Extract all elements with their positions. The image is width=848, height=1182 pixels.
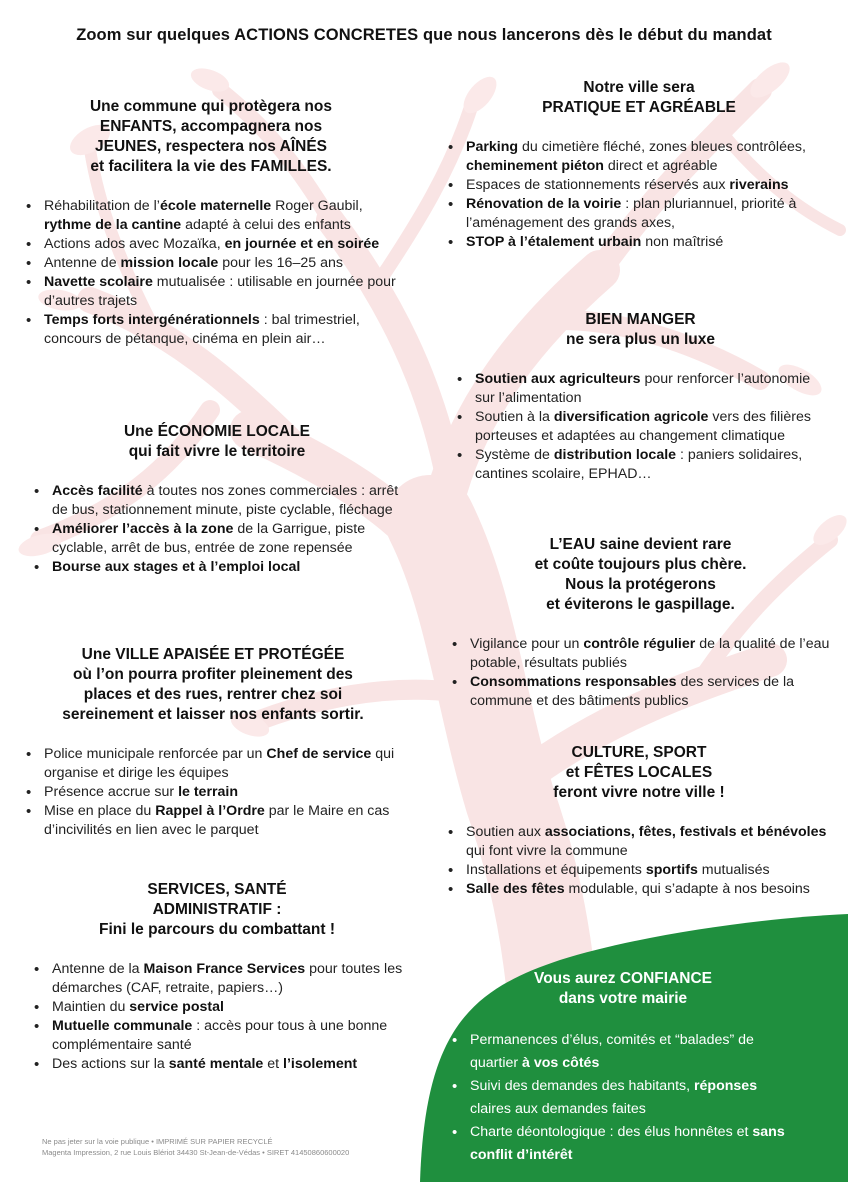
footer-line-2: Magenta Impression, 2 rue Louis Blériot 34430 St-Jean-de-Védas • SIRET 41450860600020 [42,1148,350,1157]
section-title-line: où l’on pourra profiter pleinement des [73,666,353,683]
item-list [448,635,833,711]
section-confiance [448,969,798,1167]
list-item [444,880,834,899]
bold-text: cheminement piéton [466,158,604,174]
bold-text: Soutien aux agriculteurs [475,371,641,387]
section-title-line: CULTURE, SPORT [571,744,707,761]
text: Roger Gaubil, [271,198,363,214]
list-item [444,233,834,252]
section-title-line: dans votre mairie [558,990,688,1007]
text: Espaces de stationnements réservés aux [466,177,730,193]
bold-text: sans conflit d’intérêt [470,1124,785,1163]
list-item [30,960,404,998]
text: du cimetière fléché, zones bleues contrôlées, [518,139,806,155]
list-item [444,823,834,861]
footer-legal [42,1136,349,1158]
text: Antenne de [44,255,121,271]
section-title-line: et éviterons le gaspillage. [546,596,735,613]
section-title-line: Notre ville sera [583,79,695,96]
bold-text: mission locale [120,255,219,271]
bold-text: riverains [729,177,789,193]
list-item [22,197,400,235]
section-pratique [444,78,834,252]
list-item [22,783,404,802]
text: Présence accrue sur [44,784,179,800]
text: pour toutes les démarches (CAF, retraite, papiers…) [52,961,403,996]
bold-text: l’isolement [283,1056,358,1072]
page-title: Zoom sur quelques ACTIONS CONCRETES que nous lancerons dès le début du mandat [76,26,772,44]
list-item [30,482,404,520]
list-item [448,635,833,673]
section-title-line: ADMINISTRATIF : [152,901,282,918]
bold-text: sportifs [645,862,698,878]
list-item [453,408,828,446]
item-list [453,370,828,484]
text: Système de [475,447,554,463]
section-title-line: BIEN MANGER [585,311,696,328]
text: de la qualité de l’eau potable, résultats publiés [470,636,830,671]
section-economie [30,422,404,577]
list-item [30,1055,404,1074]
bold-text: associations, fêtes, festivals et bénévoles [544,824,827,840]
list-item [448,1121,798,1167]
bold-text: STOP à l’étalement urbain [466,234,642,250]
section-title-line: Une ÉCONOMIE LOCALE [123,423,310,440]
text: Actions ados avec Mozaïka, [44,236,225,252]
section-culture [444,743,834,899]
item-list [444,823,834,899]
text: : plan pluriannuel, priorité à l’aménagement des grands axes, [466,196,797,231]
bold-text: distribution locale [553,447,677,463]
list-item [22,802,404,840]
item-list [448,1029,798,1167]
item-list [22,745,404,840]
section-title [30,422,404,462]
text: qui organise et dirige les équipes [44,746,395,781]
item-list [444,138,834,252]
section-title-line: Vous aurez CONFIANCE [534,970,712,987]
section-title-line: JEUNES, respectera nos AÎNÉS [94,138,327,155]
bold-text: réponses [694,1078,758,1094]
text: : paniers solidaires, cantines scolaire, EPHAD… [475,447,803,482]
bold-text: école maternelle [159,198,272,214]
section-familles [22,97,400,349]
text: Mise en place du [44,803,156,819]
section-title-line: et facilitera la vie des FAMILLES. [90,158,332,175]
list-item [444,861,834,880]
section-title-line: PRATIQUE ET AGRÉABLE [542,99,736,116]
list-item [30,1017,404,1055]
section-title [448,969,798,1009]
bold-text: diversification agricole [553,409,709,425]
bold-text: Rappel à l’Ordre [155,803,265,819]
text: et [263,1056,284,1072]
bold-text: en journée et en soirée [224,236,380,252]
section-title-line: Une commune qui protègera nos [89,98,332,115]
text: modulable, qui s’adapte à nos besoins [564,881,810,897]
item-list [22,197,400,349]
text: Permanences d’élus, comités et “balades” de quartier [470,1032,754,1071]
list-item [448,673,833,711]
section-title-line: ne sera plus un luxe [565,331,716,348]
section-title-line: Une VILLE APAISÉE ET PROTÉGÉE [81,646,345,663]
section-title-line: qui fait vivre le territoire [128,443,306,460]
section-title [444,78,834,118]
list-item [453,370,828,408]
text: adapté à celui des enfants [181,217,351,233]
bold-text: Mutuelle communale [52,1018,193,1034]
text: pour les 16–25 ans [218,255,343,271]
bold-text: Maison France Services [143,961,306,977]
text: Des actions sur la [52,1056,169,1072]
text: claires aux demandes faites [470,1101,646,1117]
section-services [30,880,404,1074]
list-item [22,273,400,311]
list-item [30,998,404,1017]
text: Soutien aux [466,824,545,840]
list-item [448,1075,798,1121]
section-manger [453,310,828,484]
section-title [22,97,400,177]
text: Charte déontologique : des élus honnêtes et [470,1124,753,1140]
bold-text: Améliorer l’accès à la zone [52,521,234,537]
bold-text: Salle des fêtes [466,881,565,897]
section-title-line: et coûte toujours plus chère. [534,556,747,573]
section-eau [448,535,833,711]
list-item [444,176,834,195]
text: Soutien à la [475,409,554,425]
text: qui font vivre la commune [466,843,628,859]
list-item [22,311,400,349]
item-list [30,482,404,577]
section-title-line: Nous la protégerons [565,576,716,593]
item-list [30,960,404,1074]
list-item [22,254,400,273]
section-title-line: sereinement et laisser nos enfants sortir. [62,706,364,723]
section-title [448,535,833,615]
bold-text: Rénovation de la voirie [466,196,622,212]
bold-text: Navette scolaire [44,274,153,290]
text: : bal trimestriel, concours de pétanque, cinéma en plein air… [44,312,360,347]
text: par le Maire en cas d’incivilités en lien avec le parquet [44,803,390,838]
text: Vigilance pour un [470,636,584,652]
text: Antenne de la [52,961,144,977]
text: mutualisés [697,862,770,878]
list-item [22,745,404,783]
bold-text: Bourse aux stages et à l’emploi local [52,559,301,575]
section-title-line: L’EAU saine devient rare [549,536,732,553]
section-title-line: Fini le parcours du combattant ! [99,921,335,938]
list-item [30,520,404,558]
list-item [444,195,834,233]
bold-text: Consommations responsables [470,674,677,690]
text: Installations et équipements [466,862,646,878]
list-item [448,1029,798,1075]
bold-text: service postal [129,999,224,1015]
text: Réhabilitation de l’ [44,198,160,214]
list-item [30,558,404,577]
list-item [22,235,400,254]
text: mutualisée : utilisable en journée pour d’autres trajets [44,274,396,309]
text: : accès pour tous à une bonne complémentaire santé [52,1018,388,1053]
section-title-line: places et des rues, rentrer chez soi [83,686,343,703]
text: direct et agréable [603,158,718,174]
footer-line-1: Ne pas jeter sur la voie publique • IMPRIMÉ SUR PAPIER RECYCLÉ [42,1137,273,1146]
list-item [444,138,834,176]
section-title-line: feront vivre notre ville ! [553,784,725,801]
bold-text: le terrain [178,784,238,800]
text: Police municipale renforcée par un [44,746,267,762]
section-title [30,880,404,940]
section-title [22,645,404,725]
bold-text: Parking [466,139,519,155]
section-title-line: SERVICES, SANTÉ [147,881,287,898]
text: Maintien du [52,999,130,1015]
text: Suivi des demandes des habitants, [470,1078,694,1094]
text: vers des filières porteuses et adaptées au changement climatique [475,409,811,444]
text: des services de la commune et des bâtiments publics [470,674,795,709]
text: à toutes nos zones commerciales : arrêt de bus, stationnement minute, piste cyclable, fléchage [52,483,399,518]
bold-text: rythme de la cantine [44,217,182,233]
bold-text: Accès facilité [52,483,143,499]
section-title-line: et FÊTES LOCALES [565,764,713,781]
text: pour renforcer l’autonomie sur l’alimentation [475,371,811,406]
section-ville-apaisee [22,645,404,840]
bold-text: Temps forts intergénérationnels [44,312,260,328]
text: non maîtrisé [641,234,724,250]
section-title [444,743,834,803]
bold-text: à vos côtés [522,1055,600,1071]
list-item [453,446,828,484]
text: de la Garrigue, piste cyclable, arrêt de bus, entrée de zone repensée [52,521,366,556]
section-title-line: ENFANTS, accompagnera nos [99,118,323,135]
section-title [453,310,828,350]
bold-text: Chef de service [266,746,372,762]
bold-text: contrôle régulier [583,636,696,652]
bold-text: santé mentale [168,1056,264,1072]
